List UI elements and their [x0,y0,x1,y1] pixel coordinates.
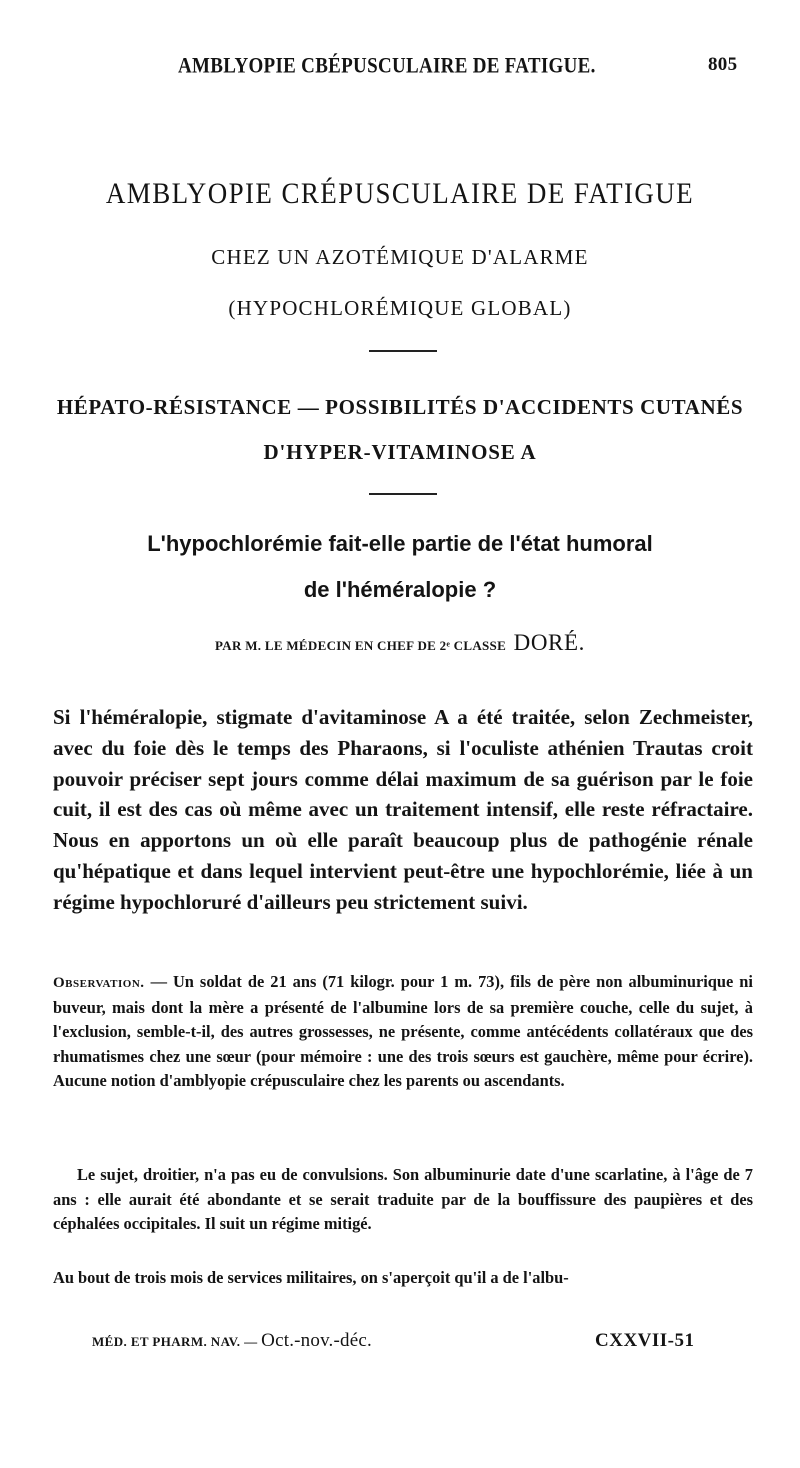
continuation-paragraph: Au bout de trois mois de services militaires, on s'aperçoit qu'il a de l'albu- [53,1268,569,1287]
signature-mark: CXXVII-51 [595,1330,695,1351]
running-title: AMBLYOPIE CBÉPUSCULAIRE DE FATIGUE. [178,54,596,79]
running-head [0,50,800,80]
observation-text: — Un soldat de 21 ans (71 kilogr. pour 1 m. 73), fils de père non albuminurique ni buveur, mais dont la mère a présenté de l'albumine lors de sa première couche, celle du sujet, à l'exclusion, semble-t-il, des autres grossesses, ne présente, comme antécédents collatéraux que des rhumatismes chez une sœur (pour mémoire : une des trois sœurs est gauchère, même pour écrire). Aucune notion d'amblyopie crépusculaire chez les parents ou ascendants. [53,972,753,1091]
intro-paragraph: Si l'héméralopie, stigmate d'avitaminose A a été traitée, selon Zechmeister, avec du foie dès le temps des Pharaons, si l'oculiste athénien Trautas croit pouvoir préciser sept jours comme délai maximum de sa guérison par le foie cuit, il est des cas où même avec un traitement intensif, elle reste réfractaire. Nous en apportons un où elle paraît beaucoup plus de pathogénie rénale qu'hépatique et dans lequel intervient peut-être une hypochlorémie, liée à un régime hypochloruré d'ailleurs peu strictement suivi. [53,705,753,914]
article-title: AMBLYOPIE CRÉPUSCULAIRE DE FATIGUE [105,176,695,210]
observation-label: Observation. [53,975,145,991]
byline-prefix: PAR M. LE MÉDECIN EN CHEF DE 2ᵉ CLASSE [215,638,507,653]
issue-date: Oct.-nov.-déc. [261,1330,372,1351]
article-question-line-2: de l'héméralopie ? [303,577,497,602]
page-number: 805 [708,54,738,75]
article-subtitle: HÉPATO-RÉSISTANCE — POSSIBILITÉS D'ACCIDENTS CUTANÉS [56,395,744,419]
page-footer [0,1330,800,1360]
title-divider [369,350,437,352]
subtitle-divider [369,493,437,495]
article-subtitle-line-2: D'HYPER-VITAMINOSE A [263,440,537,464]
sujet-paragraph: Le sujet, droitier, n'a pas eu de convulsions. Son albuminurie date d'une scarlatine, à l'âge de 7 ans : elle aurait été abondante et se serait traduite par de la bouffissure des paupières et des céphalées occipitales. Il suit un régime mitigé. [53,1165,753,1234]
footer-journal [92,1330,372,1352]
article-title-line-2: CHEZ UN AZOTÉMIQUE D'ALARME [211,245,589,269]
observation-paragraph [53,970,753,1094]
article-question: L'hypochlorémie fait-elle partie de l'état humoral [147,531,653,556]
article-title-line-3: (HYPOCHLORÉMIQUE GLOBAL) [228,296,572,320]
byline [0,630,800,656]
byline-author: DORÉ. [513,630,585,655]
journal-abbreviation: MÉD. ET PHARM. NAV. — [92,1334,258,1349]
